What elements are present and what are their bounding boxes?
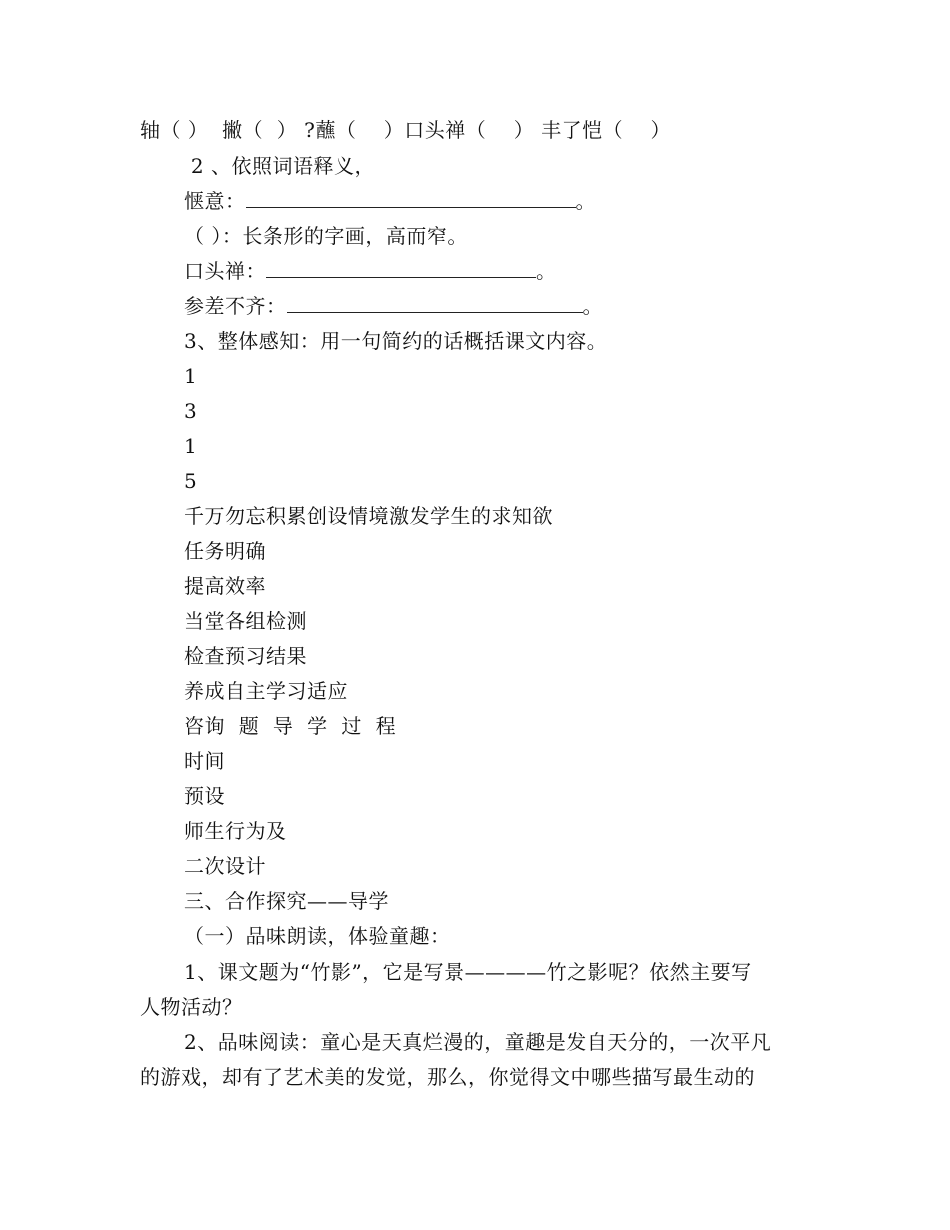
text-line: 当堂各组检测 — [184, 609, 307, 633]
answer-blank — [266, 259, 536, 278]
text-line: 二次设计 — [184, 854, 266, 878]
question-1-line1: 1、课文题为“竹影”，它是写景————竹之影呢？依然主要写 — [184, 960, 752, 984]
text-line: 提高效率 — [184, 574, 266, 598]
number-line: 1 — [184, 364, 198, 388]
answer-blank — [287, 294, 583, 313]
term-label: 参差不齐： — [184, 294, 287, 318]
period: 。 — [575, 189, 596, 213]
text-line: 咨询 题 导 学 过 程 — [184, 714, 397, 738]
text-line: 养成自主学习适应 — [184, 679, 348, 703]
number-line: 3 — [184, 399, 198, 423]
text-line: 任务明确 — [184, 539, 266, 563]
period: 。 — [536, 259, 557, 283]
item-2-heading: 2 、依照词语释义， — [184, 154, 375, 178]
answer-blank — [246, 189, 576, 208]
text-line: 千万勿忘积累创设情境激发学生的求知欲 — [184, 504, 553, 528]
definition-scroll: （ ）：长条形的字画，高而窄。 — [184, 224, 468, 248]
question-2-line1: 2、品味阅读：童心是天真烂漫的，童趣是发自天分的，一次平凡 — [184, 1030, 772, 1054]
question-1-line2: 人物活动？ — [140, 995, 243, 1019]
term-label: 惬意： — [184, 189, 246, 213]
term-label: 口头禅： — [184, 259, 266, 283]
text-line: 检查预习结果 — [184, 644, 307, 668]
period: 。 — [582, 294, 603, 318]
definition-qieyi — [184, 189, 596, 213]
text-line: 师生行为及 — [184, 819, 287, 843]
definition-cenci — [184, 294, 603, 318]
definition-koutouchan — [184, 259, 557, 283]
text-line: 时间 — [184, 749, 225, 773]
subsection-heading: （一）品味朗读，体验童趣： — [184, 924, 451, 948]
text-line: 预设 — [184, 784, 225, 808]
item-3-overall: 3、整体感知：用一句简约的话概括课文内容。 — [184, 329, 608, 353]
section-3-heading: 三、合作探究——导学 — [184, 889, 389, 913]
question-2-line2: 的游戏，却有了艺术美的发觉，那么，你觉得文中哪些描写最生动的 — [140, 1065, 755, 1089]
pronunciation-line: 轴（ ） 撇（ ） ?蘸（ ）口头禅（ ） 丰了恺（ ） — [140, 118, 672, 142]
number-line: 1 — [184, 434, 198, 458]
number-line: 5 — [184, 469, 198, 493]
